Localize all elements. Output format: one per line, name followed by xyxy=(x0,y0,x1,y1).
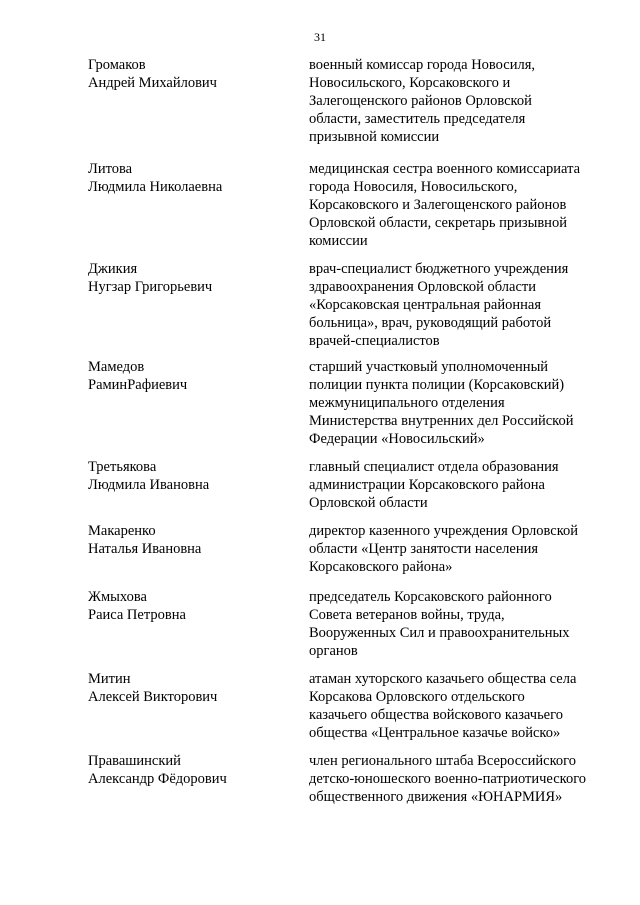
member-surname: Макаренко xyxy=(88,523,156,539)
member-given-names: Наталья Ивановна xyxy=(88,541,202,557)
member-given-names: Алексей Викторович xyxy=(88,689,218,705)
member-surname: Мамедов xyxy=(88,359,145,375)
member-role-line: общественного движения «ЮНАРМИЯ» xyxy=(309,789,563,805)
member-name xyxy=(88,458,298,494)
member-role xyxy=(309,458,609,512)
member-role-line: казачьего общества войскового казачьего xyxy=(309,707,563,723)
member-role-line: призывной комиссии xyxy=(309,129,440,145)
member-given-names: Раиса Петровна xyxy=(88,607,186,623)
member-name xyxy=(88,588,298,624)
member-role-line: Министерства внутренних дел Российской xyxy=(309,413,574,429)
member-surname: Правашинский xyxy=(88,753,181,769)
member-role-line: общества «Центральное казачье войско» xyxy=(309,725,561,741)
member-name xyxy=(88,358,298,394)
member-role xyxy=(309,522,609,576)
member-role xyxy=(309,588,609,660)
page-number: 31 xyxy=(314,30,326,44)
member-role-line: главный специалист отдела образования xyxy=(309,459,559,475)
member-given-names: Нугзар Григорьевич xyxy=(88,279,213,295)
member-role-line: директор казенного учреждения Орловской xyxy=(309,523,579,539)
member-role-line: Федерации «Новосильский» xyxy=(309,431,485,447)
member-role-line: области, заместитель председателя xyxy=(309,111,526,127)
member-role-line: председатель Корсаковского районного xyxy=(309,589,552,605)
member-role-line: полиции пункта полиции (Корсаковский) xyxy=(309,377,565,393)
member-role-line: Совета ветеранов войны, труда, xyxy=(309,607,505,623)
member-role-line: больница», врач, руководящий работой xyxy=(309,315,552,331)
member-given-names: Александр Фёдорович xyxy=(88,771,227,787)
member-surname: Жмыхова xyxy=(88,589,147,605)
member-given-names: Людмила Николаевна xyxy=(88,179,223,195)
member-role-line: Корсаковского района» xyxy=(309,559,453,575)
member-surname: Литова xyxy=(88,161,133,177)
member-role-line: межмуниципального отделения xyxy=(309,395,505,411)
member-role xyxy=(309,260,609,350)
member-name xyxy=(88,752,298,788)
member-role-line: «Корсаковская центральная районная xyxy=(309,297,541,313)
member-name xyxy=(88,670,298,706)
member-role-line: детско-юношеского военно-патриотического xyxy=(309,771,587,787)
member-surname: Митин xyxy=(88,671,131,687)
member-name xyxy=(88,260,298,296)
member-role xyxy=(309,358,609,448)
member-name xyxy=(88,160,298,196)
member-given-names: Андрей Михайлович xyxy=(88,75,217,91)
member-role-line: администрации Корсаковского района xyxy=(309,477,545,493)
member-role xyxy=(309,752,609,806)
member-role-line: города Новосиля, Новосильского, xyxy=(309,179,518,195)
member-role-line: Корсаковского и Залегощенского районов xyxy=(309,197,567,213)
member-role-line: здравоохранения Орловской области xyxy=(309,279,536,295)
member-surname: Джикия xyxy=(88,261,138,277)
member-role-line: органов xyxy=(309,643,358,659)
member-role-line: области «Центр занятости населения xyxy=(309,541,539,557)
member-role-line: Новосильского, Корсаковского и xyxy=(309,75,511,91)
member-role-line: комиссии xyxy=(309,233,368,249)
member-given-names: Людмила Ивановна xyxy=(88,477,210,493)
member-role-line: Корсакова Орловского отдельского xyxy=(309,689,525,705)
member-surname: Громаков xyxy=(88,57,146,73)
member-name xyxy=(88,522,298,558)
member-role-line: Орловской области xyxy=(309,495,428,511)
member-role-line: врач-специалист бюджетного учреждения xyxy=(309,261,569,277)
member-role-line: старший участковый уполномоченный xyxy=(309,359,549,375)
member-given-names: РаминРафиевич xyxy=(88,377,188,393)
member-role xyxy=(309,56,609,146)
member-name xyxy=(88,56,298,92)
member-role-line: врачей-специалистов xyxy=(309,333,440,349)
member-role-line: медицинская сестра военного комиссариата xyxy=(309,161,581,177)
member-role-line: Залегощенского районов Орловской xyxy=(309,93,532,109)
member-role xyxy=(309,160,609,250)
member-role-line: атаман хуторского казачьего общества села xyxy=(309,671,577,687)
member-role-line: Орловской области, секретарь призывной xyxy=(309,215,567,231)
member-surname: Третьякова xyxy=(88,459,157,475)
member-role-line: Вооруженных Сил и правоохранительных xyxy=(309,625,570,641)
member-role-line: член регионального штаба Всероссийского xyxy=(309,753,576,769)
member-role xyxy=(309,670,609,742)
member-role-line: военный комиссар города Новосиля, xyxy=(309,57,535,73)
